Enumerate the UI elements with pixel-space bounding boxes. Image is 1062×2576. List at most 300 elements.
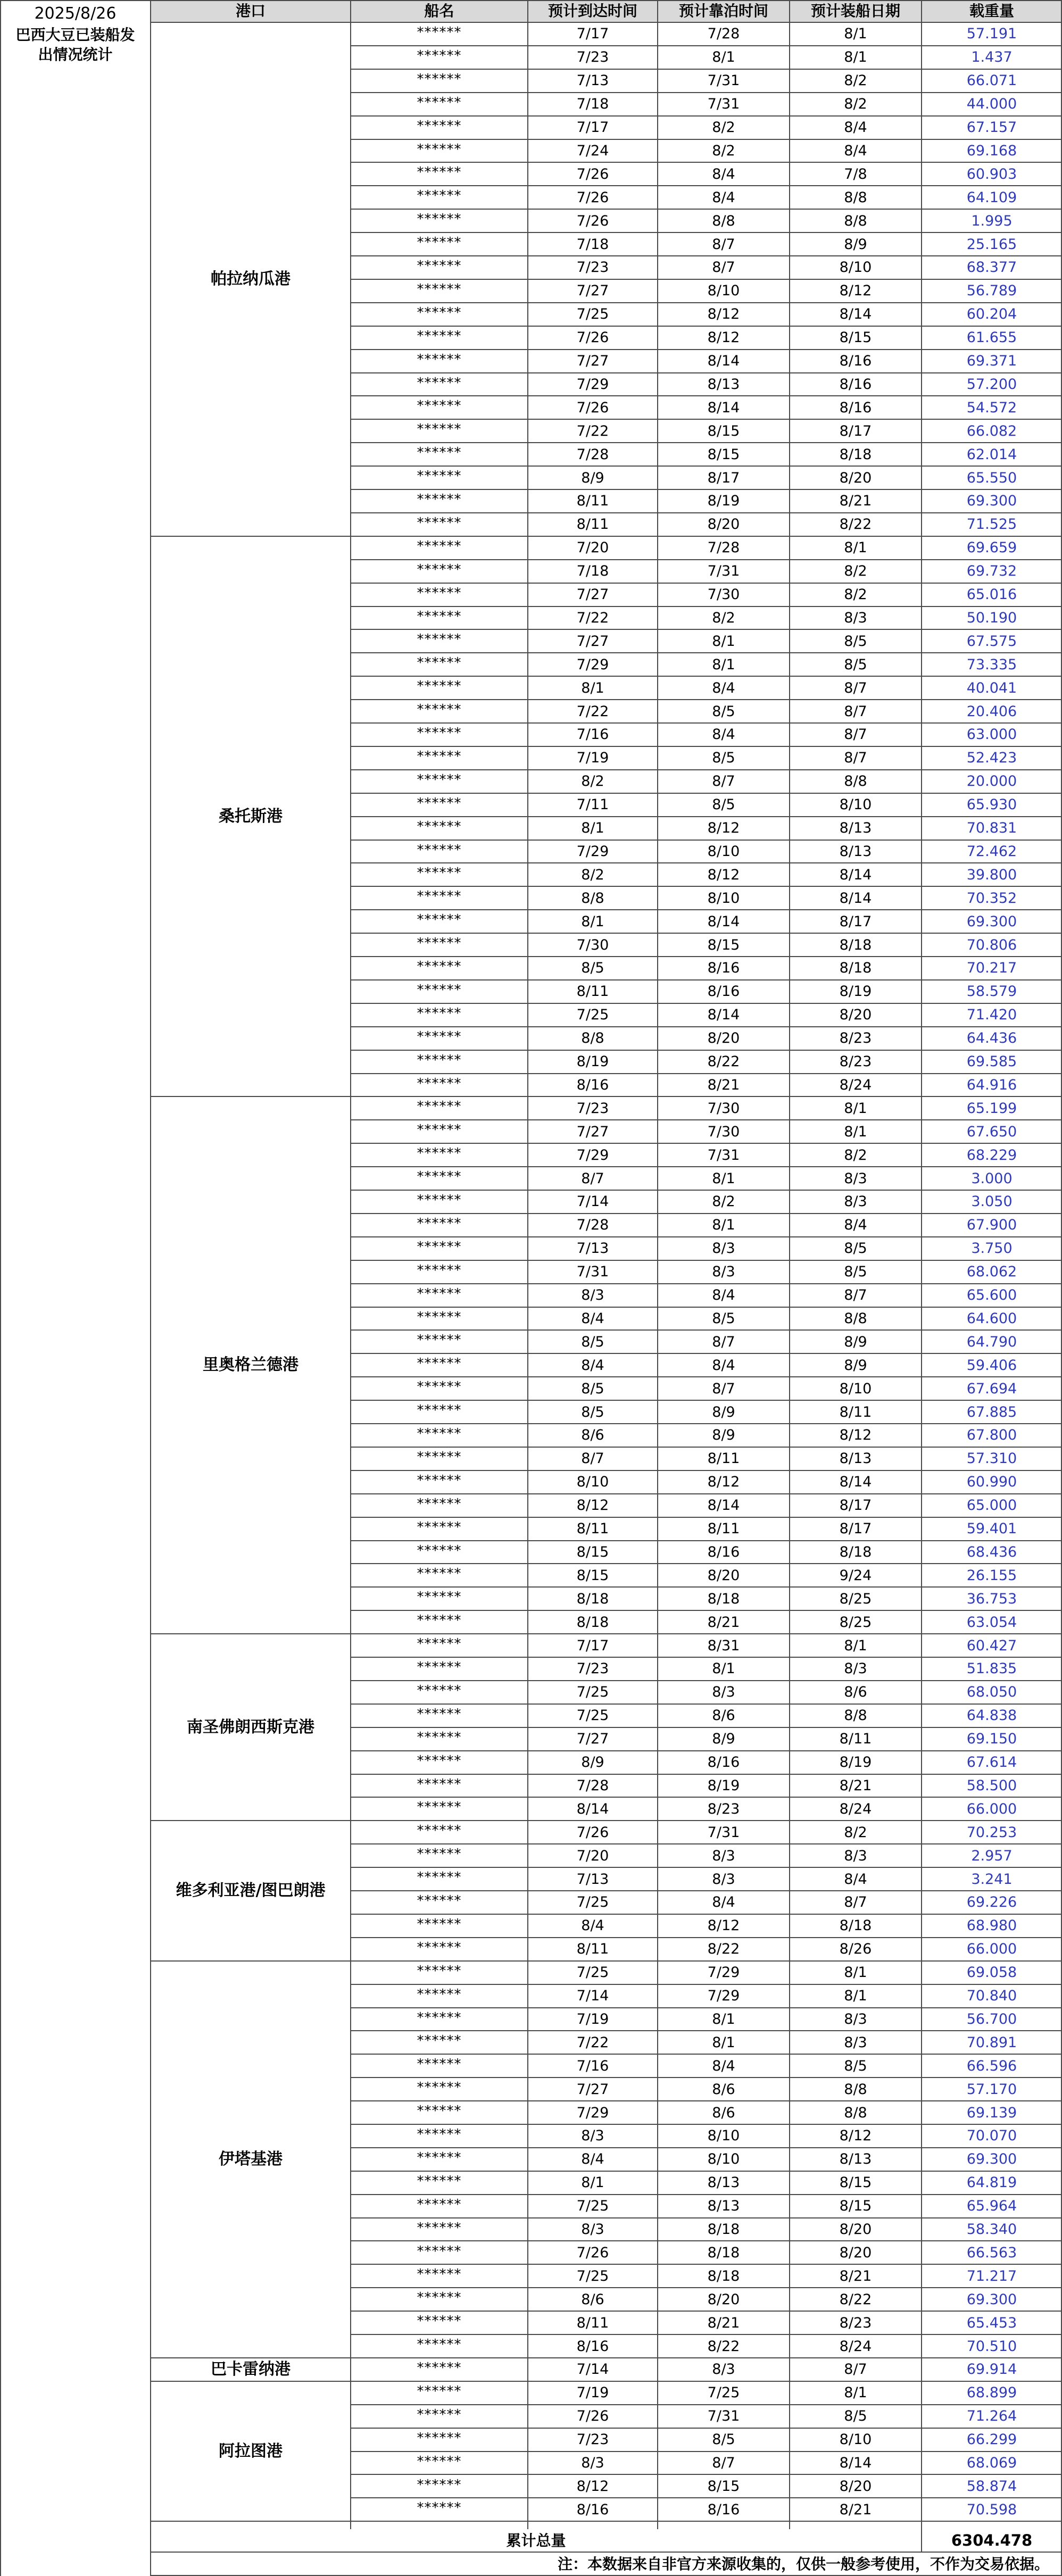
ship-name-cell: ****** bbox=[417, 1449, 462, 1465]
load-date-cell: 8/18 bbox=[839, 1917, 872, 1934]
eta-cell: 8/7 bbox=[581, 1450, 604, 1467]
berth-time-cell: 8/9 bbox=[712, 1731, 735, 1748]
ship-name-cell: ****** bbox=[417, 1169, 462, 1185]
weight-cell: 20.406 bbox=[966, 703, 1017, 720]
report-date: 2025/8/26 bbox=[34, 4, 117, 23]
ship-name-cell: ****** bbox=[417, 1566, 462, 1582]
eta-cell: 7/11 bbox=[576, 796, 609, 813]
ship-name-cell: ****** bbox=[417, 1426, 462, 1442]
eta-cell: 7/29 bbox=[576, 1146, 609, 1164]
berth-time-cell: 8/12 bbox=[707, 329, 740, 346]
load-date-cell: 8/8 bbox=[844, 1310, 867, 1327]
eta-cell: 8/11 bbox=[576, 983, 609, 1000]
eta-cell: 7/27 bbox=[576, 1123, 609, 1140]
load-date-cell: 8/5 bbox=[844, 1240, 867, 1257]
ship-name-cell: ****** bbox=[417, 421, 462, 438]
ship-name-cell: ****** bbox=[417, 468, 462, 485]
ship-name-cell: ****** bbox=[417, 235, 462, 251]
berth-time-cell: 8/3 bbox=[712, 1264, 735, 1281]
table-title bbox=[0, 0, 151, 90]
ship-name-cell: ****** bbox=[417, 1332, 462, 1349]
berth-time-cell: 8/14 bbox=[707, 1007, 740, 1024]
ship-name-cell: ****** bbox=[417, 304, 462, 321]
port-name: 维多利亚港/图巴朗港 bbox=[176, 1881, 326, 1900]
berth-time-cell: 8/12 bbox=[707, 1917, 740, 1934]
weight-cell: 69.058 bbox=[966, 1964, 1017, 1981]
load-date-cell: 8/7 bbox=[844, 1287, 867, 1304]
weight-cell: 69.300 bbox=[966, 2151, 1017, 2168]
eta-cell: 8/5 bbox=[581, 1333, 604, 1350]
load-date-cell: 8/17 bbox=[839, 913, 872, 930]
eta-cell: 7/27 bbox=[576, 586, 609, 603]
weight-cell: 65.016 bbox=[966, 586, 1017, 603]
eta-cell: 7/14 bbox=[576, 1988, 609, 2005]
berth-time-cell: 8/13 bbox=[707, 2198, 740, 2215]
ship-name-cell: ****** bbox=[417, 2406, 462, 2423]
weight-cell: 73.335 bbox=[966, 656, 1017, 673]
weight-cell: 69.659 bbox=[966, 539, 1017, 556]
weight-cell: 70.070 bbox=[966, 2128, 1017, 2145]
eta-cell: 8/11 bbox=[576, 2314, 609, 2331]
berth-time-cell: 8/18 bbox=[707, 1590, 740, 1607]
load-date-cell: 8/13 bbox=[839, 820, 872, 837]
load-date-cell: 8/16 bbox=[839, 353, 872, 370]
eta-cell: 8/6 bbox=[581, 1427, 604, 1444]
weight-cell: 67.800 bbox=[966, 1427, 1017, 1444]
ship-name-cell: ****** bbox=[417, 1379, 462, 1395]
load-date-cell: 8/5 bbox=[844, 2408, 867, 2425]
load-date-cell: 8/26 bbox=[839, 1941, 872, 1958]
load-date-cell: 8/24 bbox=[839, 1800, 872, 1817]
grid-line bbox=[350, 0, 351, 2529]
berth-time-cell: 8/20 bbox=[707, 1567, 740, 1584]
berth-time-cell: 7/29 bbox=[707, 1988, 740, 2005]
ship-name-cell: ****** bbox=[417, 1589, 462, 1606]
grid-line bbox=[0, 0, 1062, 1]
ship-name-cell: ****** bbox=[417, 1869, 462, 1886]
eta-cell: 7/25 bbox=[576, 2267, 609, 2284]
weight-cell: 65.964 bbox=[966, 2198, 1017, 2215]
ship-name-cell: ****** bbox=[417, 748, 462, 765]
ship-name-cell: ****** bbox=[417, 2080, 462, 2096]
weight-cell: 70.352 bbox=[966, 890, 1017, 907]
eta-cell: 8/8 bbox=[581, 1030, 604, 1047]
weight-cell: 68.050 bbox=[966, 1684, 1017, 1701]
eta-cell: 7/17 bbox=[576, 1637, 609, 1654]
berth-time-cell: 8/20 bbox=[707, 2291, 740, 2308]
load-date-cell: 8/8 bbox=[844, 2104, 867, 2121]
load-date-cell: 8/14 bbox=[839, 1474, 872, 1491]
ship-name-cell: ****** bbox=[417, 1846, 462, 1863]
ship-name-cell: ****** bbox=[417, 2266, 462, 2283]
eta-cell: 8/1 bbox=[581, 820, 604, 837]
ship-name-cell: ****** bbox=[417, 1215, 462, 1232]
eta-cell: 7/27 bbox=[576, 2081, 609, 2098]
eta-cell: 8/2 bbox=[581, 773, 604, 790]
weight-cell: 64.916 bbox=[966, 1076, 1017, 1093]
load-date-cell: 8/2 bbox=[844, 586, 867, 603]
eta-cell: 8/5 bbox=[581, 960, 604, 977]
eta-cell: 7/28 bbox=[576, 1777, 609, 1794]
weight-cell: 67.885 bbox=[966, 1403, 1017, 1420]
berth-time-cell: 8/9 bbox=[712, 1427, 735, 1444]
load-date-cell: 8/15 bbox=[839, 2198, 872, 2215]
berth-time-cell: 8/11 bbox=[707, 1450, 740, 1467]
ship-name-cell: ****** bbox=[417, 1706, 462, 1722]
title-line-2: 出情况统计 bbox=[38, 46, 113, 64]
ship-name-cell: ****** bbox=[417, 2220, 462, 2236]
eta-cell: 7/29 bbox=[576, 2104, 609, 2121]
berth-time-cell: 8/1 bbox=[712, 656, 735, 673]
weight-cell: 36.753 bbox=[966, 1590, 1017, 1607]
load-date-cell: 8/15 bbox=[839, 329, 872, 346]
load-date-cell: 8/12 bbox=[839, 2128, 872, 2145]
load-date-cell: 8/4 bbox=[844, 1217, 867, 1234]
eta-cell: 8/3 bbox=[581, 2128, 604, 2145]
load-date-cell: 8/3 bbox=[844, 1170, 867, 1187]
load-date-cell: 8/22 bbox=[839, 516, 872, 533]
eta-cell: 7/19 bbox=[576, 2384, 609, 2402]
load-date-cell: 8/7 bbox=[844, 2361, 867, 2378]
load-date-cell: 8/8 bbox=[844, 1707, 867, 1724]
load-date-cell: 8/18 bbox=[839, 1543, 872, 1560]
ship-name-cell: ****** bbox=[417, 2056, 462, 2073]
eta-cell: 8/18 bbox=[576, 1590, 609, 1607]
berth-time-cell: 8/1 bbox=[712, 1660, 735, 1677]
berth-time-cell: 8/18 bbox=[707, 2221, 740, 2238]
berth-time-cell: 8/5 bbox=[712, 1310, 735, 1327]
load-date-cell: 8/14 bbox=[839, 866, 872, 883]
load-date-cell: 8/21 bbox=[839, 1777, 872, 1794]
load-date-cell: 8/5 bbox=[844, 656, 867, 673]
load-date-cell: 8/8 bbox=[844, 212, 867, 229]
ship-name-cell: ****** bbox=[417, 2383, 462, 2399]
berth-time-cell: 8/3 bbox=[712, 1847, 735, 1864]
weight-cell: 66.000 bbox=[966, 1941, 1017, 1958]
weight-cell: 66.082 bbox=[966, 422, 1017, 439]
ship-name-cell: ****** bbox=[417, 375, 462, 391]
ship-name-cell: ****** bbox=[417, 1823, 462, 1839]
ship-name-cell: ****** bbox=[417, 1005, 462, 1021]
eta-cell: 7/17 bbox=[576, 119, 609, 136]
weight-cell: 70.598 bbox=[966, 2501, 1017, 2518]
weight-cell: 3.241 bbox=[971, 1871, 1013, 1888]
berth-time-cell: 8/20 bbox=[707, 516, 740, 533]
berth-time-cell: 8/1 bbox=[712, 2034, 735, 2051]
berth-time-cell: 8/15 bbox=[707, 936, 740, 953]
berth-time-cell: 8/7 bbox=[712, 1380, 735, 1397]
berth-time-cell: 8/7 bbox=[712, 259, 735, 276]
weight-cell: 67.650 bbox=[966, 1123, 1017, 1140]
ship-name-cell: ****** bbox=[417, 351, 462, 368]
eta-cell: 8/7 bbox=[581, 1170, 604, 1187]
ship-name-cell: ****** bbox=[417, 2149, 462, 2166]
weight-cell: 64.436 bbox=[966, 1030, 1017, 1047]
ship-name-cell: ****** bbox=[417, 1939, 462, 1956]
load-date-cell: 8/10 bbox=[839, 796, 872, 813]
weight-cell: 58.340 bbox=[966, 2221, 1017, 2238]
load-date-cell: 8/5 bbox=[844, 2057, 867, 2074]
eta-cell: 7/23 bbox=[576, 2431, 609, 2448]
berth-time-cell: 8/14 bbox=[707, 913, 740, 930]
load-date-cell: 8/20 bbox=[839, 1007, 872, 1024]
load-date-cell: 8/20 bbox=[839, 2221, 872, 2238]
eta-cell: 7/19 bbox=[576, 750, 609, 767]
load-date-cell: 8/4 bbox=[844, 1871, 867, 1888]
eta-cell: 7/18 bbox=[576, 563, 609, 580]
eta-cell: 7/29 bbox=[576, 376, 609, 393]
load-date-cell: 8/13 bbox=[839, 843, 872, 860]
load-date-cell: 8/9 bbox=[844, 1333, 867, 1350]
eta-cell: 7/29 bbox=[576, 656, 609, 673]
weight-cell: 67.614 bbox=[966, 1754, 1017, 1771]
ship-name-cell: ****** bbox=[417, 328, 462, 344]
weight-cell: 57.310 bbox=[966, 1450, 1017, 1467]
eta-cell: 7/25 bbox=[576, 1684, 609, 1701]
load-date-cell: 8/25 bbox=[839, 1590, 872, 1607]
load-date-cell: 8/1 bbox=[844, 2384, 867, 2402]
weight-cell: 70.510 bbox=[966, 2338, 1017, 2355]
weight-cell: 71.264 bbox=[966, 2408, 1017, 2425]
load-date-cell: 8/7 bbox=[844, 1894, 867, 1911]
weight-cell: 72.462 bbox=[966, 843, 1017, 860]
eta-cell: 8/14 bbox=[576, 1800, 609, 1817]
weight-cell: 71.217 bbox=[966, 2267, 1017, 2284]
weight-cell: 68.377 bbox=[966, 259, 1017, 276]
ship-name-cell: ****** bbox=[417, 795, 462, 811]
load-date-cell: 8/14 bbox=[839, 2455, 872, 2472]
berth-time-cell: 8/22 bbox=[707, 1941, 740, 1958]
berth-time-cell: 8/10 bbox=[707, 2128, 740, 2145]
grid-line bbox=[150, 0, 151, 2576]
load-date-cell: 8/2 bbox=[844, 72, 867, 89]
berth-time-cell: 8/4 bbox=[712, 2057, 735, 2074]
weight-cell: 40.041 bbox=[966, 679, 1017, 696]
load-date-cell: 8/18 bbox=[839, 960, 872, 977]
eta-cell: 7/14 bbox=[576, 1193, 609, 1210]
berth-time-cell: 8/2 bbox=[712, 142, 735, 159]
weight-cell: 67.900 bbox=[966, 1217, 1017, 1234]
ship-name-cell: ****** bbox=[417, 585, 462, 601]
berth-time-cell: 8/4 bbox=[712, 679, 735, 696]
weight-cell: 64.109 bbox=[966, 189, 1017, 206]
load-date-cell: 8/12 bbox=[839, 1427, 872, 1444]
load-date-cell: 8/2 bbox=[844, 563, 867, 580]
weight-cell: 68.069 bbox=[966, 2455, 1017, 2472]
ship-name-cell: ****** bbox=[417, 2477, 462, 2493]
eta-cell: 7/26 bbox=[576, 1824, 609, 1841]
eta-cell: 7/20 bbox=[576, 539, 609, 556]
grid-line bbox=[527, 0, 528, 2529]
berth-time-cell: 8/21 bbox=[707, 1076, 740, 1093]
ship-name-cell: ****** bbox=[417, 2009, 462, 2026]
weight-cell: 60.903 bbox=[966, 165, 1017, 182]
load-date-cell: 8/16 bbox=[839, 376, 872, 393]
weight-cell: 66.071 bbox=[966, 72, 1017, 89]
weight-cell: 65.600 bbox=[966, 1287, 1017, 1304]
weight-cell: 68.062 bbox=[966, 1264, 1017, 1281]
berth-time-cell: 8/1 bbox=[712, 2010, 735, 2027]
ship-name-cell: ****** bbox=[417, 818, 462, 835]
eta-cell: 7/25 bbox=[576, 1707, 609, 1724]
ship-name-cell: ****** bbox=[417, 1192, 462, 1208]
weight-cell: 65.000 bbox=[966, 1497, 1017, 1514]
eta-cell: 7/25 bbox=[576, 2198, 609, 2215]
berth-time-cell: 7/28 bbox=[707, 539, 740, 556]
berth-time-cell: 8/4 bbox=[712, 726, 735, 743]
weight-cell: 65.453 bbox=[966, 2314, 1017, 2331]
berth-time-cell: 8/6 bbox=[712, 1707, 735, 1724]
ship-name-cell: ****** bbox=[417, 211, 462, 228]
load-date-cell: 8/1 bbox=[844, 1123, 867, 1140]
ship-name-cell: ****** bbox=[417, 771, 462, 788]
berth-time-cell: 8/21 bbox=[707, 2314, 740, 2331]
weight-cell: 69.226 bbox=[966, 1894, 1017, 1911]
load-date-cell: 8/20 bbox=[839, 469, 872, 486]
weight-cell: 26.155 bbox=[966, 1567, 1017, 1584]
grid-line bbox=[0, 0, 1, 2576]
weight-cell: 67.575 bbox=[966, 633, 1017, 650]
grid-line bbox=[657, 0, 658, 2529]
weight-cell: 69.732 bbox=[966, 563, 1017, 580]
header-weight: 载重量 bbox=[922, 0, 1062, 22]
eta-cell: 8/2 bbox=[581, 866, 604, 883]
grid-line bbox=[921, 0, 922, 2552]
load-date-cell: 8/7 bbox=[844, 750, 867, 767]
load-date-cell: 8/8 bbox=[844, 2081, 867, 2098]
ship-name-cell: ****** bbox=[417, 1472, 462, 1489]
eta-cell: 7/30 bbox=[576, 936, 609, 953]
eta-cell: 7/22 bbox=[576, 703, 609, 720]
weight-cell: 70.217 bbox=[966, 960, 1017, 977]
load-date-cell: 8/17 bbox=[839, 422, 872, 439]
load-date-cell: 8/24 bbox=[839, 2338, 872, 2355]
header-load-date: 预计装船日期 bbox=[790, 0, 922, 22]
berth-time-cell: 8/2 bbox=[712, 1193, 735, 1210]
weight-cell: 67.694 bbox=[966, 1380, 1017, 1397]
ship-name-cell: ****** bbox=[417, 1963, 462, 1979]
berth-time-cell: 7/31 bbox=[707, 96, 740, 113]
eta-cell: 7/23 bbox=[576, 1100, 609, 1117]
berth-time-cell: 8/12 bbox=[707, 1474, 740, 1491]
berth-time-cell: 8/4 bbox=[712, 189, 735, 206]
load-date-cell: 8/12 bbox=[839, 282, 872, 300]
berth-time-cell: 8/5 bbox=[712, 796, 735, 813]
ship-name-cell: ****** bbox=[417, 1659, 462, 1675]
ship-name-cell: ****** bbox=[417, 2290, 462, 2306]
eta-cell: 7/13 bbox=[576, 1240, 609, 1257]
ship-name-cell: ****** bbox=[417, 725, 462, 741]
ship-name-cell: ****** bbox=[417, 1729, 462, 1746]
berth-time-cell: 7/31 bbox=[707, 72, 740, 89]
weight-cell: 60.204 bbox=[966, 306, 1017, 323]
weight-cell: 3.050 bbox=[971, 1193, 1013, 1210]
berth-time-cell: 8/31 bbox=[707, 1637, 740, 1654]
ship-name-cell: ****** bbox=[417, 164, 462, 181]
weight-cell: 25.165 bbox=[966, 236, 1017, 253]
weight-cell: 44.000 bbox=[966, 96, 1017, 113]
weight-cell: 69.300 bbox=[966, 913, 1017, 930]
ship-name-cell: ****** bbox=[417, 141, 462, 157]
berth-time-cell: 8/16 bbox=[707, 983, 740, 1000]
weight-cell: 68.436 bbox=[966, 1543, 1017, 1560]
berth-time-cell: 8/13 bbox=[707, 376, 740, 393]
load-date-cell: 8/24 bbox=[839, 1076, 872, 1093]
weight-cell: 69.150 bbox=[966, 1731, 1017, 1748]
weight-cell: 66.299 bbox=[966, 2431, 1017, 2448]
eta-cell: 8/1 bbox=[581, 679, 604, 696]
eta-cell: 8/11 bbox=[576, 493, 609, 510]
berth-time-cell: 8/15 bbox=[707, 446, 740, 463]
ship-name-cell: ****** bbox=[417, 1075, 462, 1092]
berth-time-cell: 7/31 bbox=[707, 1824, 740, 1841]
berth-time-cell: 8/12 bbox=[707, 866, 740, 883]
ship-name-cell: ****** bbox=[417, 561, 462, 578]
load-date-cell: 8/4 bbox=[844, 142, 867, 159]
ship-name-cell: ****** bbox=[417, 1122, 462, 1139]
ship-name-cell: ****** bbox=[417, 398, 462, 414]
eta-cell: 7/22 bbox=[576, 609, 609, 626]
load-date-cell: 8/3 bbox=[844, 609, 867, 626]
ship-name-cell: ****** bbox=[417, 1028, 462, 1045]
load-date-cell: 8/3 bbox=[844, 2010, 867, 2027]
berth-time-cell: 8/19 bbox=[707, 493, 740, 510]
port-name: 阿拉图港 bbox=[219, 2441, 283, 2461]
eta-cell: 7/23 bbox=[576, 259, 609, 276]
load-date-cell: 8/19 bbox=[839, 1754, 872, 1771]
ship-name-cell: ****** bbox=[417, 1682, 462, 1699]
ship-name-cell: ****** bbox=[417, 2173, 462, 2189]
ship-name-cell: ****** bbox=[417, 2243, 462, 2259]
weight-cell: 68.229 bbox=[966, 1146, 1017, 1164]
header-berth-time: 预计靠泊时间 bbox=[658, 0, 790, 22]
ship-name-cell: ****** bbox=[417, 935, 462, 952]
berth-time-cell: 8/6 bbox=[712, 2104, 735, 2121]
weight-cell: 65.550 bbox=[966, 469, 1017, 486]
weight-cell: 58.579 bbox=[966, 983, 1017, 1000]
berth-time-cell: 7/25 bbox=[707, 2384, 740, 2402]
ship-name-cell: ****** bbox=[417, 2126, 462, 2142]
ship-name-cell: ****** bbox=[417, 1052, 462, 1068]
berth-time-cell: 8/7 bbox=[712, 773, 735, 790]
eta-cell: 7/24 bbox=[576, 142, 609, 159]
berth-time-cell: 7/30 bbox=[707, 1123, 740, 1140]
berth-time-cell: 8/19 bbox=[707, 1777, 740, 1794]
berth-time-cell: 8/12 bbox=[707, 820, 740, 837]
ship-name-cell: ****** bbox=[417, 514, 462, 531]
berth-time-cell: 8/14 bbox=[707, 399, 740, 416]
ship-name-cell: ****** bbox=[417, 47, 462, 64]
berth-time-cell: 8/13 bbox=[707, 2174, 740, 2191]
load-date-cell: 8/5 bbox=[844, 633, 867, 650]
load-date-cell: 7/8 bbox=[844, 165, 867, 182]
ship-name-cell: ****** bbox=[417, 2430, 462, 2446]
berth-time-cell: 8/4 bbox=[712, 1357, 735, 1374]
weight-cell: 60.427 bbox=[966, 1637, 1017, 1654]
berth-time-cell: 8/1 bbox=[712, 49, 735, 66]
ship-name-cell: ****** bbox=[417, 1239, 462, 1255]
ship-name-cell: ****** bbox=[417, 118, 462, 134]
ship-name-cell: ****** bbox=[417, 1285, 462, 1302]
eta-cell: 8/3 bbox=[581, 1287, 604, 1304]
weight-cell: 58.500 bbox=[966, 1777, 1017, 1794]
eta-cell: 8/18 bbox=[576, 1614, 609, 1631]
berth-time-cell: 8/15 bbox=[707, 2478, 740, 2495]
berth-time-cell: 8/23 bbox=[707, 1800, 740, 1817]
eta-cell: 7/14 bbox=[576, 2361, 609, 2378]
ship-name-cell: ****** bbox=[417, 1799, 462, 1816]
eta-cell: 8/16 bbox=[576, 1076, 609, 1093]
